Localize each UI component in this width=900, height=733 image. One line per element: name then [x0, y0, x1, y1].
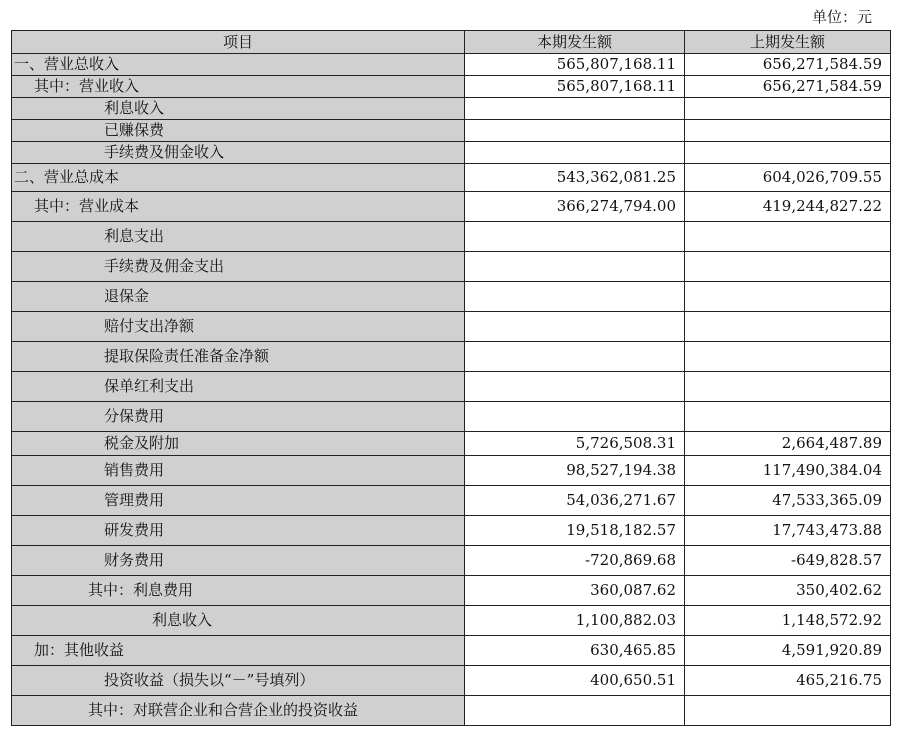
current-period-value: 19,518,182.57 [465, 516, 685, 546]
table-row [12, 516, 891, 546]
row-label: 利息收入 [12, 606, 465, 636]
previous-period-value [685, 282, 891, 312]
row-label: 其中：对联营企业和合营企业的投资收益 [12, 696, 465, 726]
previous-period-value: 419,244,827.22 [685, 192, 891, 222]
row-label: 管理费用 [12, 486, 465, 516]
previous-period-value: 1,148,572.92 [685, 606, 891, 636]
row-label: 财务费用 [12, 546, 465, 576]
current-period-value [465, 402, 685, 432]
table-row [12, 252, 891, 282]
table-row [12, 222, 891, 252]
current-period-value: 98,527,194.38 [465, 456, 685, 486]
table-row [12, 546, 891, 576]
header-item: 项目 [12, 31, 465, 54]
income-statement-table [11, 30, 891, 726]
previous-period-value: -649,828.57 [685, 546, 891, 576]
current-period-value [465, 222, 685, 252]
table-row [12, 696, 891, 726]
previous-period-value: 350,402.62 [685, 576, 891, 606]
row-label: 其中：营业成本 [12, 192, 465, 222]
row-label: 投资收益（损失以“－”号填列） [12, 666, 465, 696]
table-row [12, 372, 891, 402]
row-label: 其中：营业收入 [12, 76, 465, 98]
previous-period-value [685, 696, 891, 726]
table-row [12, 54, 891, 76]
previous-period-value: 656,271,584.59 [685, 76, 891, 98]
row-label: 研发费用 [12, 516, 465, 546]
row-label: 保单红利支出 [12, 372, 465, 402]
previous-period-value [685, 142, 891, 164]
previous-period-value: 2,664,487.89 [685, 432, 891, 456]
current-period-value: 5,726,508.31 [465, 432, 685, 456]
table-header-row [12, 31, 891, 54]
current-period-value: -720,869.68 [465, 546, 685, 576]
previous-period-value [685, 222, 891, 252]
table-row [12, 164, 891, 192]
previous-period-value [685, 98, 891, 120]
current-period-value: 54,036,271.67 [465, 486, 685, 516]
header-previous-period: 上期发生额 [685, 31, 891, 54]
table-row [12, 576, 891, 606]
previous-period-value [685, 312, 891, 342]
row-label: 分保费用 [12, 402, 465, 432]
previous-period-value: 117,490,384.04 [685, 456, 891, 486]
row-label: 加：其他收益 [12, 636, 465, 666]
previous-period-value: 604,026,709.55 [685, 164, 891, 192]
table-row [12, 486, 891, 516]
current-period-value [465, 120, 685, 142]
table-row [12, 76, 891, 98]
current-period-value: 400,650.51 [465, 666, 685, 696]
current-period-value: 1,100,882.03 [465, 606, 685, 636]
current-period-value: 565,807,168.11 [465, 54, 685, 76]
current-period-value [465, 282, 685, 312]
table-row [12, 636, 891, 666]
current-period-value: 565,807,168.11 [465, 76, 685, 98]
table-row [12, 312, 891, 342]
current-period-value [465, 98, 685, 120]
row-label: 退保金 [12, 282, 465, 312]
row-label: 其中：利息费用 [12, 576, 465, 606]
row-label: 手续费及佣金收入 [12, 142, 465, 164]
previous-period-value: 17,743,473.88 [685, 516, 891, 546]
current-period-value [465, 252, 685, 282]
table-row [12, 142, 891, 164]
header-current-period: 本期发生额 [465, 31, 685, 54]
current-period-value [465, 696, 685, 726]
previous-period-value [685, 252, 891, 282]
previous-period-value [685, 342, 891, 372]
table-row [12, 432, 891, 456]
table-row [12, 402, 891, 432]
row-label: 赔付支出净额 [12, 312, 465, 342]
table-row [12, 666, 891, 696]
row-label: 二、营业总成本 [12, 164, 465, 192]
row-label: 销售费用 [12, 456, 465, 486]
row-label: 提取保险责任准备金净额 [12, 342, 465, 372]
previous-period-value [685, 372, 891, 402]
table-row [12, 282, 891, 312]
table-row [12, 342, 891, 372]
current-period-value [465, 372, 685, 402]
current-period-value [465, 342, 685, 372]
previous-period-value: 47,533,365.09 [685, 486, 891, 516]
previous-period-value: 656,271,584.59 [685, 54, 891, 76]
row-label: 手续费及佣金支出 [12, 252, 465, 282]
previous-period-value [685, 120, 891, 142]
current-period-value [465, 312, 685, 342]
current-period-value: 630,465.85 [465, 636, 685, 666]
current-period-value: 543,362,081.25 [465, 164, 685, 192]
row-label: 税金及附加 [12, 432, 465, 456]
previous-period-value: 465,216.75 [685, 666, 891, 696]
previous-period-value [685, 402, 891, 432]
table-row [12, 192, 891, 222]
current-period-value: 360,087.62 [465, 576, 685, 606]
table-row [12, 606, 891, 636]
previous-period-value: 4,591,920.89 [685, 636, 891, 666]
current-period-value [465, 142, 685, 164]
table-row [12, 120, 891, 142]
row-label: 利息支出 [12, 222, 465, 252]
row-label: 已赚保费 [12, 120, 465, 142]
table-row [12, 456, 891, 486]
table-row [12, 98, 891, 120]
row-label: 一、营业总收入 [12, 54, 465, 76]
unit-label: 单位：元 [811, 8, 872, 26]
current-period-value: 366,274,794.00 [465, 192, 685, 222]
row-label: 利息收入 [12, 98, 465, 120]
